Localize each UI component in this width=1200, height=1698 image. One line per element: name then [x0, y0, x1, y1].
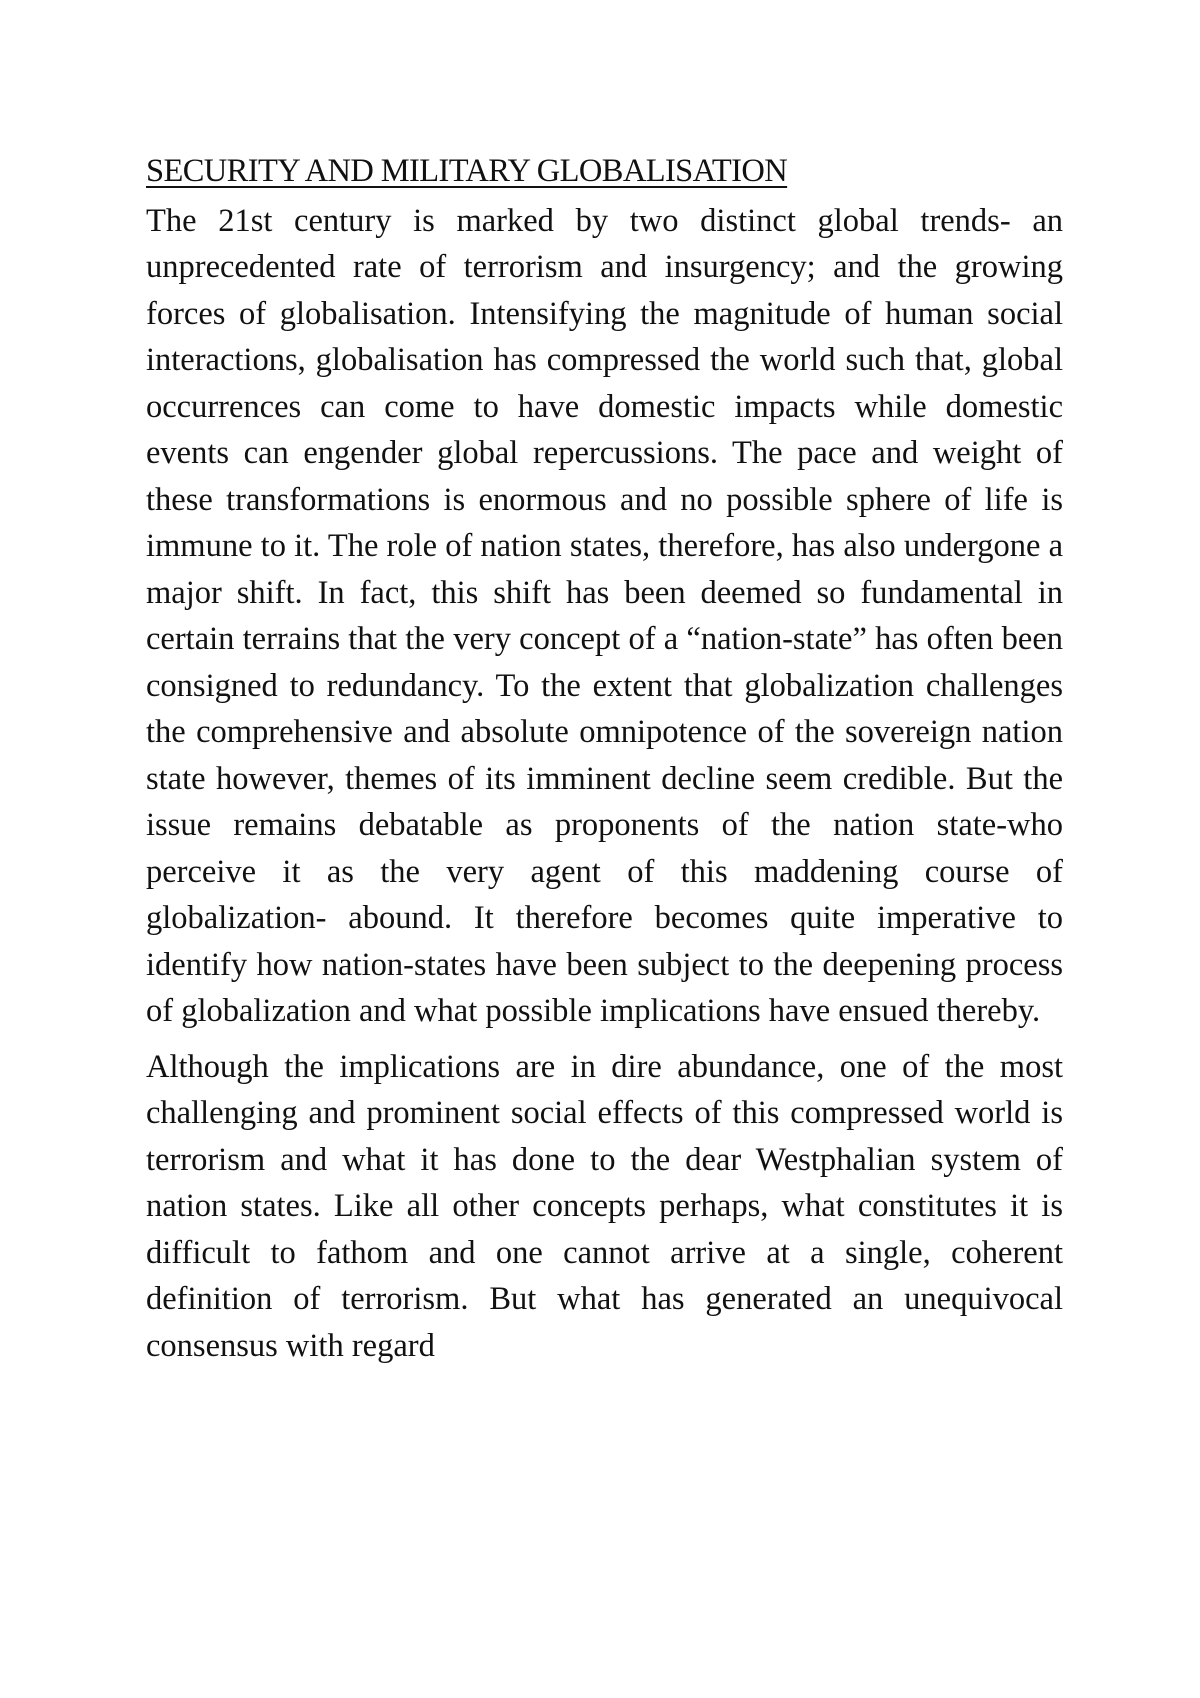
document-title: SECURITY AND MILITARY GLOBALISATION [146, 153, 788, 189]
document-body [146, 148, 1063, 1378]
paragraph-1: The 21st century is marked by two distinct global trends- an unprecedented rate of terrorism and insurgency; and the growing forces of globalisation. Intensifying the magnitude of human social interactions, globalisation has compressed the world such that, global occurrences can come to have domestic impacts while domestic events can engender global repercussions. The pace and weight of these transformations is enormous and no possible sphere of life is immune to it. The role of nation states, therefore, has also undergone a major shift. In fact, this shift has been deemed so fundamental in certain terrains that the very concept of a “nation-state” has often been consigned to redundancy. To the extent that globalization challenges the comprehensive and absolute omnipotence of the sovereign nation state however, themes of its imminent decline seem credible. But the issue remains debatable as proponents of the nation state-who perceive it as the very agent of this maddening course of globalization- abound. It therefore becomes quite imperative to identify how nation-states have been subject to the deepening process of globalization and what possible implications have ensued thereby. [146, 202, 1063, 1029]
paragraph-2: Although the implications are in dire abundance, one of the most challenging and prominent social effects of this compressed world is terrorism and what it has done to the dear Westphalian system of nation states. Like all other concepts perhaps, what constitutes it is difficult to fathom and one cannot arrive at a single, coherent definition of terrorism. But what has generated an unequivocal consensus with regard [146, 1048, 1063, 1364]
